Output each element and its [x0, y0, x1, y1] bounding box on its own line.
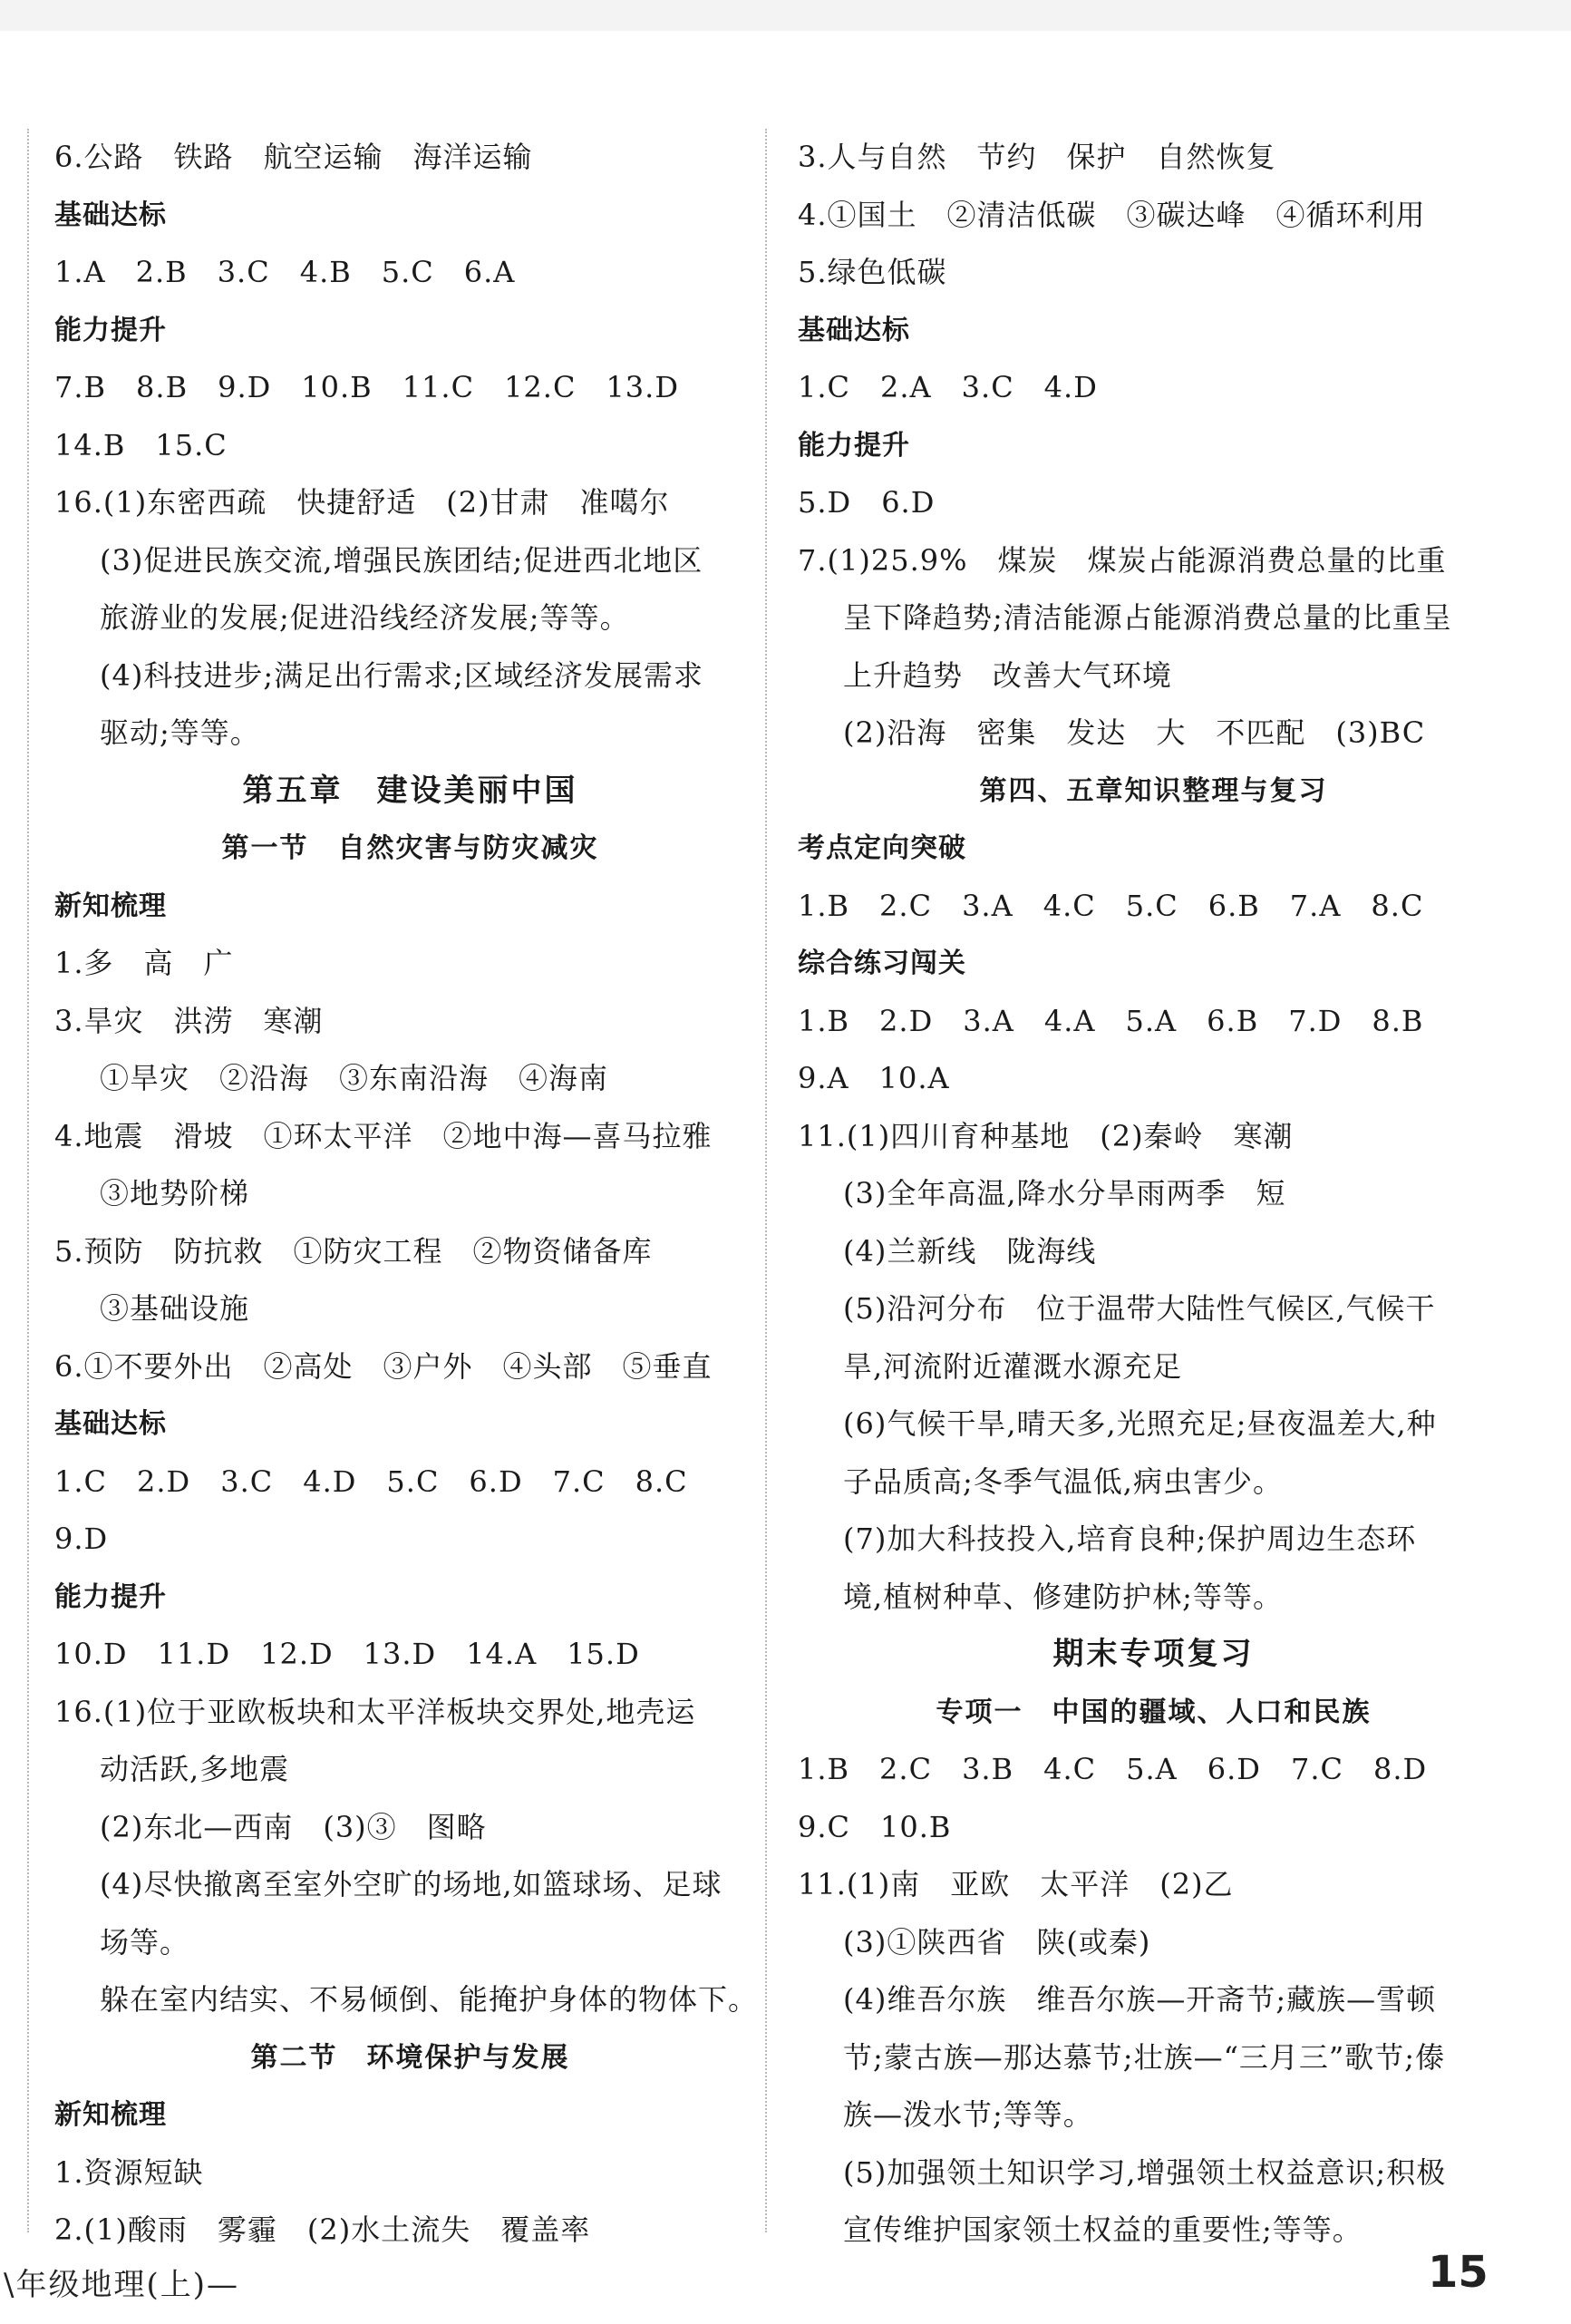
subsection-heading: 基础达标: [54, 199, 167, 231]
answer-line-indented: (3)全年高温,降水分旱雨两季 短: [843, 1176, 1286, 1211]
answer-line: 5.D 6.D: [798, 485, 936, 520]
answer-line-indented: 宣传维护国家领土权益的重要性;等等。: [843, 2212, 1363, 2247]
chapter-title: 第五章 建设美丽中国: [242, 772, 578, 809]
subsection-heading: 新知梳理: [54, 890, 167, 922]
answer-line: 16.(1)位于亚欧板块和太平洋板块交界处,地壳运: [54, 1694, 696, 1729]
left-margin-rule: [27, 129, 29, 2232]
section-title: 第四、五章知识整理与复习: [979, 774, 1328, 807]
answer-line-indented: (2)东北—西南 (3)③ 图略: [100, 1809, 487, 1844]
answer-line: 4.①国土 ②清洁低碳 ③碳达峰 ④循环利用: [798, 197, 1426, 232]
answer-line: 9.D: [54, 1522, 109, 1556]
answer-line: 1.B 2.C 3.A 4.C 5.C 6.B 7.A 8.C: [798, 888, 1424, 923]
answer-line-indented: (4)兰新线 陇海线: [843, 1233, 1097, 1269]
subsection-heading: 能力提升: [798, 429, 910, 462]
answer-line: 1.B 2.C 3.B 4.C 5.A 6.D 7.C 8.D: [798, 1752, 1428, 1786]
answer-line-indented: ①旱灾 ②沿海 ③东南沿海 ④海南: [100, 1061, 609, 1095]
answer-line: 16.(1)东密西疏 快捷舒适 (2)甘肃 准噶尔: [54, 485, 670, 520]
answer-line: 6.公路 铁路 航空运输 海洋运输: [54, 140, 533, 174]
answer-line: 1.A 2.B 3.C 4.B 5.C 6.A: [54, 255, 516, 289]
answer-line-indented: (4)维吾尔族 维吾尔族—开斋节;藏族—雪顿: [843, 1982, 1437, 2017]
answer-line: 3.人与自然 节约 保护 自然恢复: [798, 140, 1276, 174]
answer-line-indented: 上升趋势 改善大气环境: [843, 657, 1173, 693]
answer-line: 6.①不要外出 ②高处 ③户外 ④头部 ⑤垂直: [54, 1348, 713, 1384]
answer-line-indented: (6)气候干旱,晴天多,光照充足;昼夜温差大,种: [843, 1406, 1437, 1441]
answer-line-indented: (3)促进民族交流,增强民族团结;促进西北地区: [100, 542, 703, 578]
answer-line-indented: 族—泼水节;等等。: [843, 2097, 1093, 2132]
answer-line-indented: 旅游业的发展;促进沿线经济发展;等等。: [100, 600, 630, 635]
answer-line-indented: 躲在室内结实、不易倾倒、能掩护身体的物体下。: [100, 1982, 759, 2017]
answer-line-indented: 节;蒙古族—那达慕节;壮族—“三月三”歌节;傣: [843, 2039, 1446, 2075]
answer-line-indented: 境,植树种草、修建防护林;等等。: [843, 1579, 1283, 1614]
subsection-heading: 基础达标: [798, 314, 910, 346]
scan-top-band: [0, 0, 1571, 31]
answer-line: 3.旱灾 洪涝 寒潮: [54, 1003, 324, 1038]
answer-line: 1.C 2.A 3.C 4.D: [798, 370, 1098, 404]
answer-line-indented: (5)加强领土知识学习,增强领土权益意识;积极: [843, 2154, 1447, 2190]
answer-line-indented: 子品质高;冬季气温低,病虫害少。: [843, 1463, 1283, 1499]
right-column: [798, 129, 1509, 2260]
answer-line-indented: (4)尽快撤离至室外空旷的场地,如篮球场、足球: [100, 1867, 722, 1901]
answer-line: 10.D 11.D 12.D 13.D 14.A 15.D: [54, 1637, 640, 1671]
subsection-heading: 能力提升: [54, 1580, 167, 1613]
subsection-heading: 新知梳理: [54, 2099, 167, 2131]
answer-line-indented: (7)加大科技投入,培育良种;保护周边生态环: [843, 1522, 1417, 1556]
answer-line: 2.(1)酸雨 雾霾 (2)水土流失 覆盖率: [54, 2212, 591, 2247]
footer-book-title: \年级地理(上)—: [4, 2267, 239, 2303]
answer-line-indented: 驱动;等等。: [100, 715, 260, 750]
answer-line-indented: 呈下降趋势;清洁能源占能源消费总量的比重呈: [843, 600, 1452, 635]
answer-line: 7.(1)25.9% 煤炭 煤炭占能源消费总量的比重: [798, 542, 1447, 578]
answer-line: 5.绿色低碳: [798, 255, 947, 289]
subsection-heading: 基础达标: [54, 1408, 167, 1440]
answer-line: 7.B 8.B 9.D 10.B 11.C 12.C 13.D: [54, 370, 679, 404]
answer-line: 1.多 高 广: [54, 946, 234, 980]
section-title: 第一节 自然灾害与防灾减灾: [221, 832, 599, 864]
left-column: [54, 129, 766, 2260]
answer-line: 9.A 10.A: [798, 1061, 950, 1095]
answer-line: 4.地震 滑坡 ①环太平洋 ②地中海—喜马拉雅: [54, 1118, 713, 1153]
answer-line-indented: (3)①陕西省 陕(或秦): [843, 1924, 1151, 1959]
answer-line: 9.C 10.B: [798, 1809, 952, 1844]
answer-line: 5.预防 防抗救 ①防灾工程 ②物资储备库: [54, 1233, 653, 1269]
page-number: 15: [1428, 2247, 1489, 2298]
subsection-heading: 考点定向突破: [798, 832, 966, 864]
answer-line-indented: ③基础设施: [100, 1291, 250, 1326]
subsection-heading: 能力提升: [54, 314, 167, 346]
answer-line-indented: (4)科技进步;满足出行需求;区域经济发展需求: [100, 657, 703, 693]
section-title: 第二节 环境保护与发展: [250, 2041, 570, 2074]
answer-line: 1.B 2.D 3.A 4.A 5.A 6.B 7.D 8.B: [798, 1003, 1424, 1038]
answer-line: 1.资源短缺: [54, 2154, 204, 2190]
answer-line-indented: ③地势阶梯: [100, 1176, 250, 1211]
answer-line: 11.(1)南 亚欧 太平洋 (2)乙: [798, 1867, 1234, 1901]
answer-line: 11.(1)四川育种基地 (2)秦岭 寒潮: [798, 1118, 1294, 1153]
answer-line-indented: (2)沿海 密集 发达 大 不匹配 (3)BC: [843, 715, 1426, 750]
section-title: 专项一 中国的疆域、人口和民族: [936, 1696, 1372, 1728]
subsection-heading: 综合练习闯关: [798, 948, 966, 979]
answer-line-indented: 场等。: [100, 1924, 190, 1959]
chapter-title: 期末专项复习: [1052, 1636, 1255, 1672]
answer-line-indented: (5)沿河分布 位于温带大陆性气候区,气候干: [843, 1291, 1436, 1326]
answer-line-indented: 动活跃,多地震: [100, 1752, 290, 1786]
answer-line-indented: 旱,河流附近灌溉水源充足: [843, 1348, 1183, 1384]
answer-line: 1.C 2.D 3.C 4.D 5.C 6.D 7.C 8.C: [54, 1463, 688, 1499]
answer-line: 14.B 15.C: [54, 427, 228, 462]
